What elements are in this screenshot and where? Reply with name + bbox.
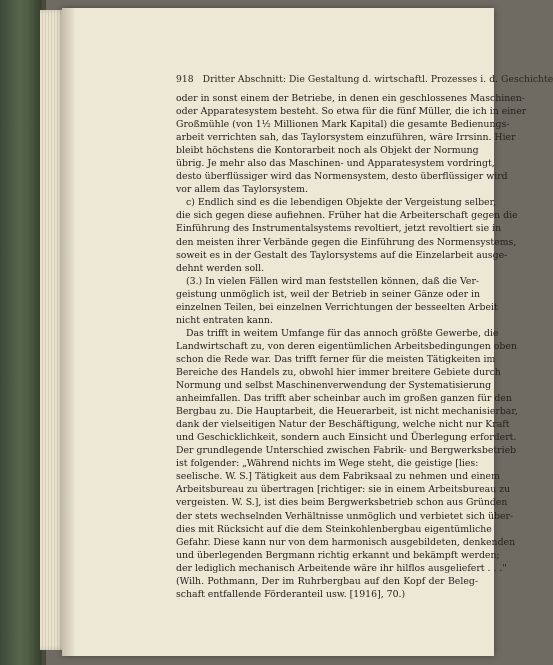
text-line: anheimfallen. Das trifft aber scheinbar auch im großen ganzen für den [176, 393, 512, 405]
text-line: nicht entraten kann. [176, 314, 273, 326]
running-header [176, 74, 553, 85]
text-line: einzelnen Teilen, bei einzelnen Verrichtungen der besseelten Arbeit [176, 301, 498, 313]
text-line: vergeisten. W. S.], ist dies beim Bergwerksbetrieb schon aus Gründen [176, 497, 508, 509]
text-line: Bergbau zu. Die Hauptarbeit, die Heuerarbeit, ist nicht mechanisierbar, [176, 406, 518, 418]
text-line: arbeit verrichten sah, das Taylorsystem einzuführen, wäre Irrsinn. Hier [176, 132, 516, 144]
text-line: Das trifft in weitem Umfange für das annoch größte Gewerbe, die [186, 327, 499, 339]
text-line: ist folgender: „Während nichts im Wege steht, die geistige [lies: [176, 458, 479, 470]
text-line: die sich gegen diese aufiehnen. Früher hat die Arbeiterschaft gegen die [176, 210, 518, 222]
text-line: schon die Rede war. Das trifft ferner für die meisten Tätigkeiten im [176, 353, 496, 365]
text-line: Der grundlegende Unterschied zwischen Fabrik- und Bergwerksbetrieb [176, 445, 517, 457]
text-line: Normung und selbst Maschinenverwendung der Systematisierung [176, 380, 492, 392]
text-line: den meisten ihrer Verbände gegen die Einführung des Normensystems, [176, 236, 517, 248]
text-line: oder in sonst einem der Betriebe, in denen ein geschlossenes Maschinen- [176, 93, 525, 104]
text-line: geistung unmöglich ist, weil der Betrieb in seiner Gänze oder in [176, 288, 481, 300]
text-line: Bereiche des Handels zu, obwohl hier immer breitere Gebiete durch [176, 366, 501, 378]
text-line: desto überflüssiger wird das Normensystem, desto überflüssiger wird [176, 171, 508, 183]
text-line: und überlegenden Bergmann richtig erkannt und bekämpft werden; [176, 549, 500, 561]
text-line: (3.) In vielen Fällen wird man feststellen können, daß die Ver- [186, 275, 480, 287]
text-line: vor allem das Taylorsystem. [176, 184, 308, 196]
text-line: Gefahr. Diese kann nur von dem harmonisch ausgebildeten, denkenden [176, 536, 516, 548]
text-line: Arbeitsbureau zu übertragen [richtiger: sie in einem Arbeitsbureau zu [176, 484, 511, 496]
text-line: (Wilh. Pothmann, Der im Ruhrbergbau auf den Kopf der Beleg- [176, 575, 478, 587]
text-line: soweit es in der Gestalt des Taylorsystems auf die Einzelarbeit ausge- [176, 249, 508, 261]
text-line: und Geschicklichkeit, sondern auch Einsicht und Überlegung erfordert. [176, 432, 517, 444]
page-number: 918 [176, 74, 194, 85]
text-line: c) Endlich sind es die lebendigen Objekte der Vergeistung selber, [186, 197, 496, 209]
text-line: übrig. Je mehr also das Maschinen- und Apparatesystem vordringt, [176, 158, 495, 170]
text-line: dank der vielseitigen Natur der Beschäftigung, welche nicht nur Kraft [176, 419, 510, 431]
text-line: bleibt höchstens die Kontorarbeit noch als Objekt der Normung [176, 145, 479, 157]
running-title: Dritter Abschnitt: Die Gestaltung d. wirtschaftl. Prozesses i. d. Geschichte [202, 74, 553, 85]
text-line: dehnt werden soll. [176, 262, 265, 274]
text-line: schaft entfallende Förderanteil usw. [1916], 70.) [176, 588, 406, 600]
text-line: Landwirtschaft zu, von deren eigentümlichen Arbeitsbedingungen oben [176, 340, 517, 352]
text-line: oder Apparatesystem besteht. So etwa für die fünf Müller, die ich in einer [176, 106, 527, 118]
text-line: der lediglich mechanisch Arbeitende wäre ihr hilflos ausgeliefert . . ." [176, 562, 507, 574]
text-line: Großmühle (von 1½ Millionen Mark Kapital) die gesamte Bedienungs- [176, 119, 510, 131]
text-line: seelische. W. S.] Tätigkeit aus dem Fabriksaal zu nehmen und einem [176, 471, 500, 483]
text-line: Einführung des Instrumentalsystems revoltiert, jetzt revoltiert sie in [176, 223, 502, 235]
text-line: dies mit Rücksicht auf die dem Steinkohlenbergbau eigentümliche [176, 523, 492, 535]
body-text [176, 92, 527, 601]
page-gutter-shadow [62, 8, 76, 656]
text-line: der stets wechselnden Verhältnisse unmöglich und verbietet sich über- [176, 510, 514, 522]
